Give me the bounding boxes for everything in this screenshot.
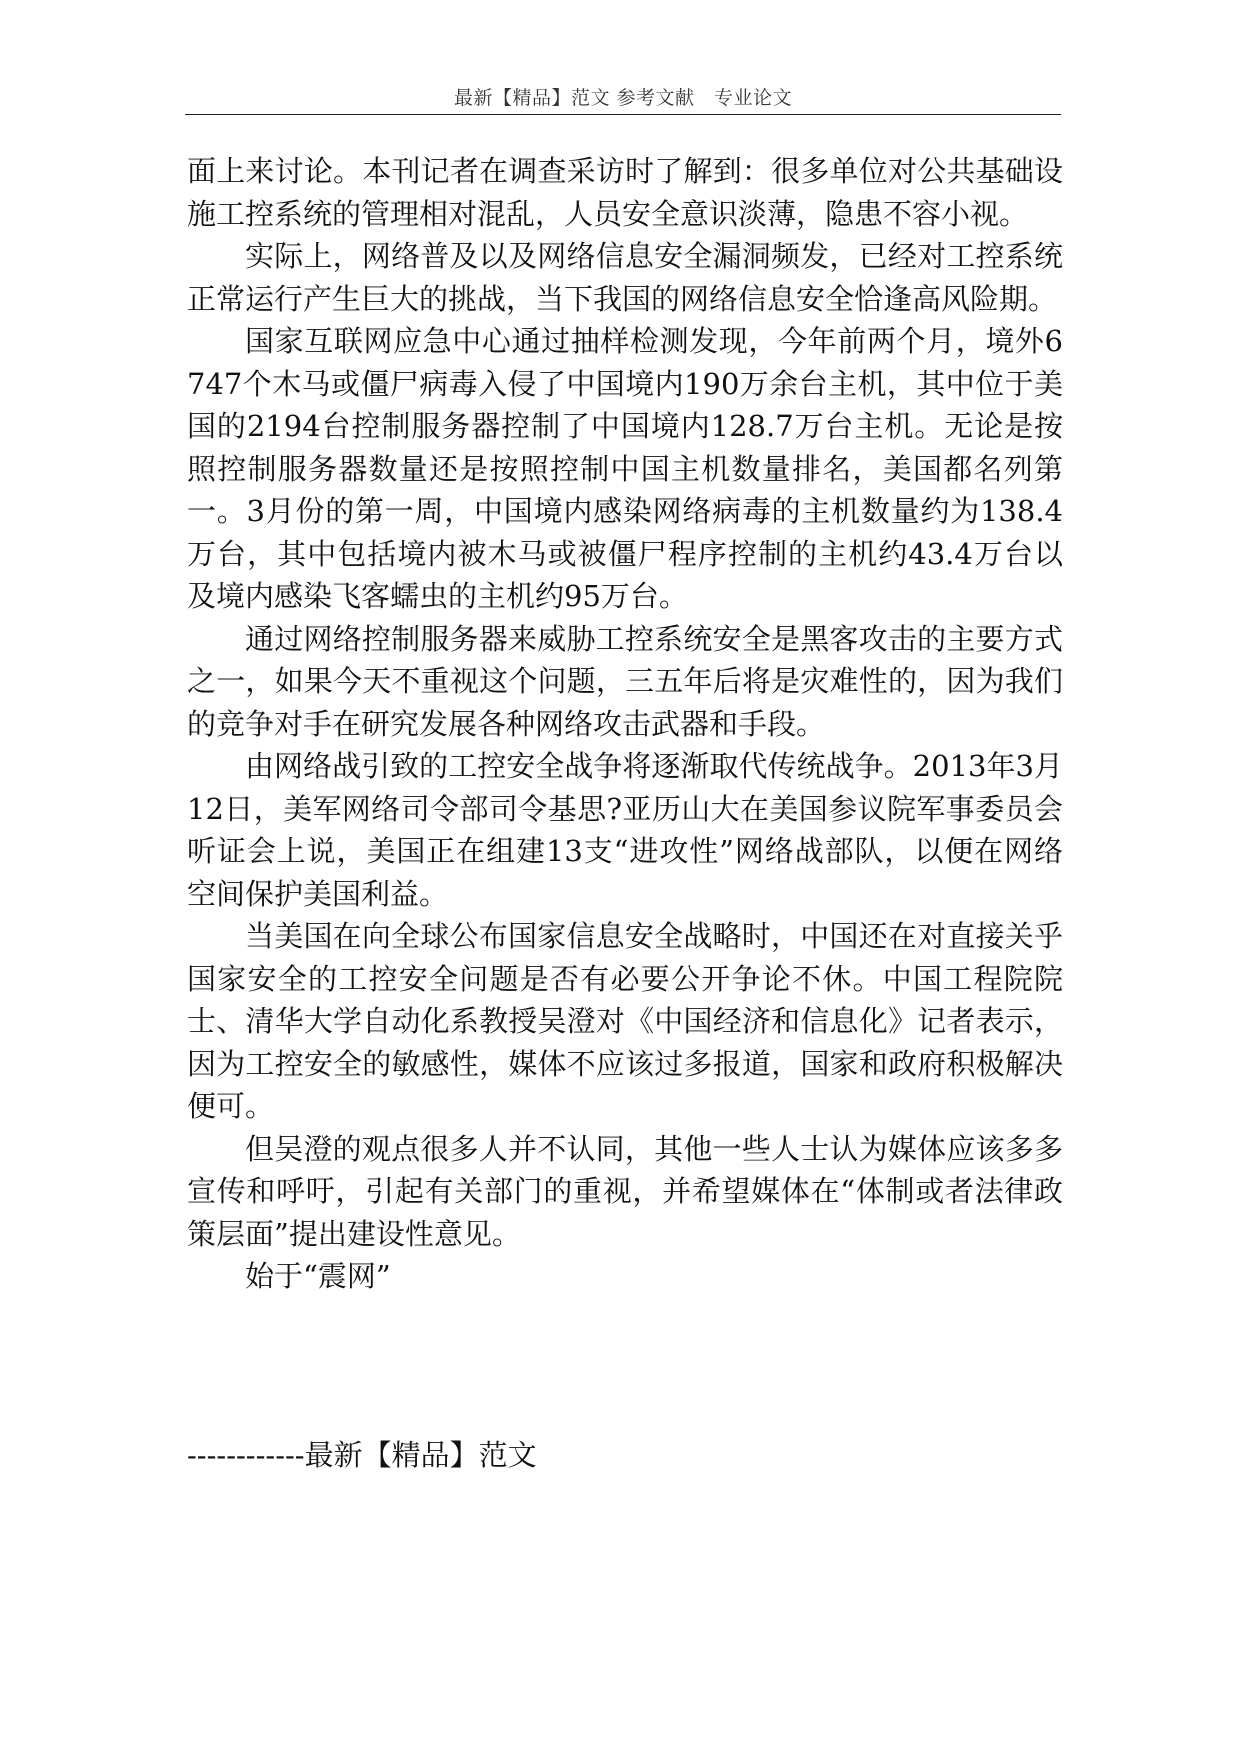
paragraph: 国家互联网应急中心通过抽样检测发现，今年前两个月，境外6747个木马或僵尸病毒入侵了中国境内190万余台主机，其中位于美国的2194台控制服务器控制了中国境内128.7万台主机。无论是按照控制服务器数量还是按照控制中国主机数量排名，美国都名列第一。3月份的第一周，中国境内感染网络病毒的主机数量约为138.4万台，其中包括境内被木马或被僵尸程序控制的主机约43.4万台以及境内感染飞客蠕虫的主机约95万台。 [187,324,1063,613]
page-footer: ------------最新【精品】范文 [187,1438,537,1472]
paragraph-continued: 面上来讨论。本刊记者在调查采访时了解到：很多单位对公共基础设施工控系统的管理相对混乱，人员安全意识淡薄，隐患不容小视。 [187,154,1063,231]
paragraph: 实际上，网络普及以及网络信息安全漏洞频发，已经对工控系统正常运行产生巨大的挑战，当下我国的网络信息安全恰逢高风险期。 [187,239,1063,316]
header-divider [185,114,1061,115]
paragraph: 通过网络控制服务器来威胁工控系统安全是黑客攻击的主要方式之一，如果今天不重视这个问题，三五年后将是灾难性的，因为我们的竞争对手在研究发展各种网络攻击武器和手段。 [187,621,1063,741]
paragraph: 但吴澄的观点很多人并不认同，其他一些人士认为媒体应该多多宣传和呼吁，引起有关部门的重视，并希望媒体在“体制或者法律政策层面”提出建设性意见。 [187,1131,1063,1251]
section-heading: 始于“震网” [245,1259,391,1293]
page-header: 最新【精品】范文 参考文献 专业论文 [453,87,793,109]
paragraph: 当美国在向全球公布国家信息安全战略时，中国还在对直接关乎国家安全的工控安全问题是否有必要公开争论不休。中国工程院院士、清华大学自动化系教授吴澄对《中国经济和信息化》记者表示，因为工控安全的敏感性，媒体不应该过多报道，国家和政府积极解决便可。 [187,919,1063,1123]
document-body [187,150,1063,1298]
paragraph: 由网络战引致的工控安全战争将逐渐取代传统战争。2013年3月12日，美军网络司令部司令基思?亚历山大在美国参议院军事委员会听证会上说，美国正在组建13支“进攻性”网络战部队，以便在网络空间保护美国利益。 [187,749,1063,911]
